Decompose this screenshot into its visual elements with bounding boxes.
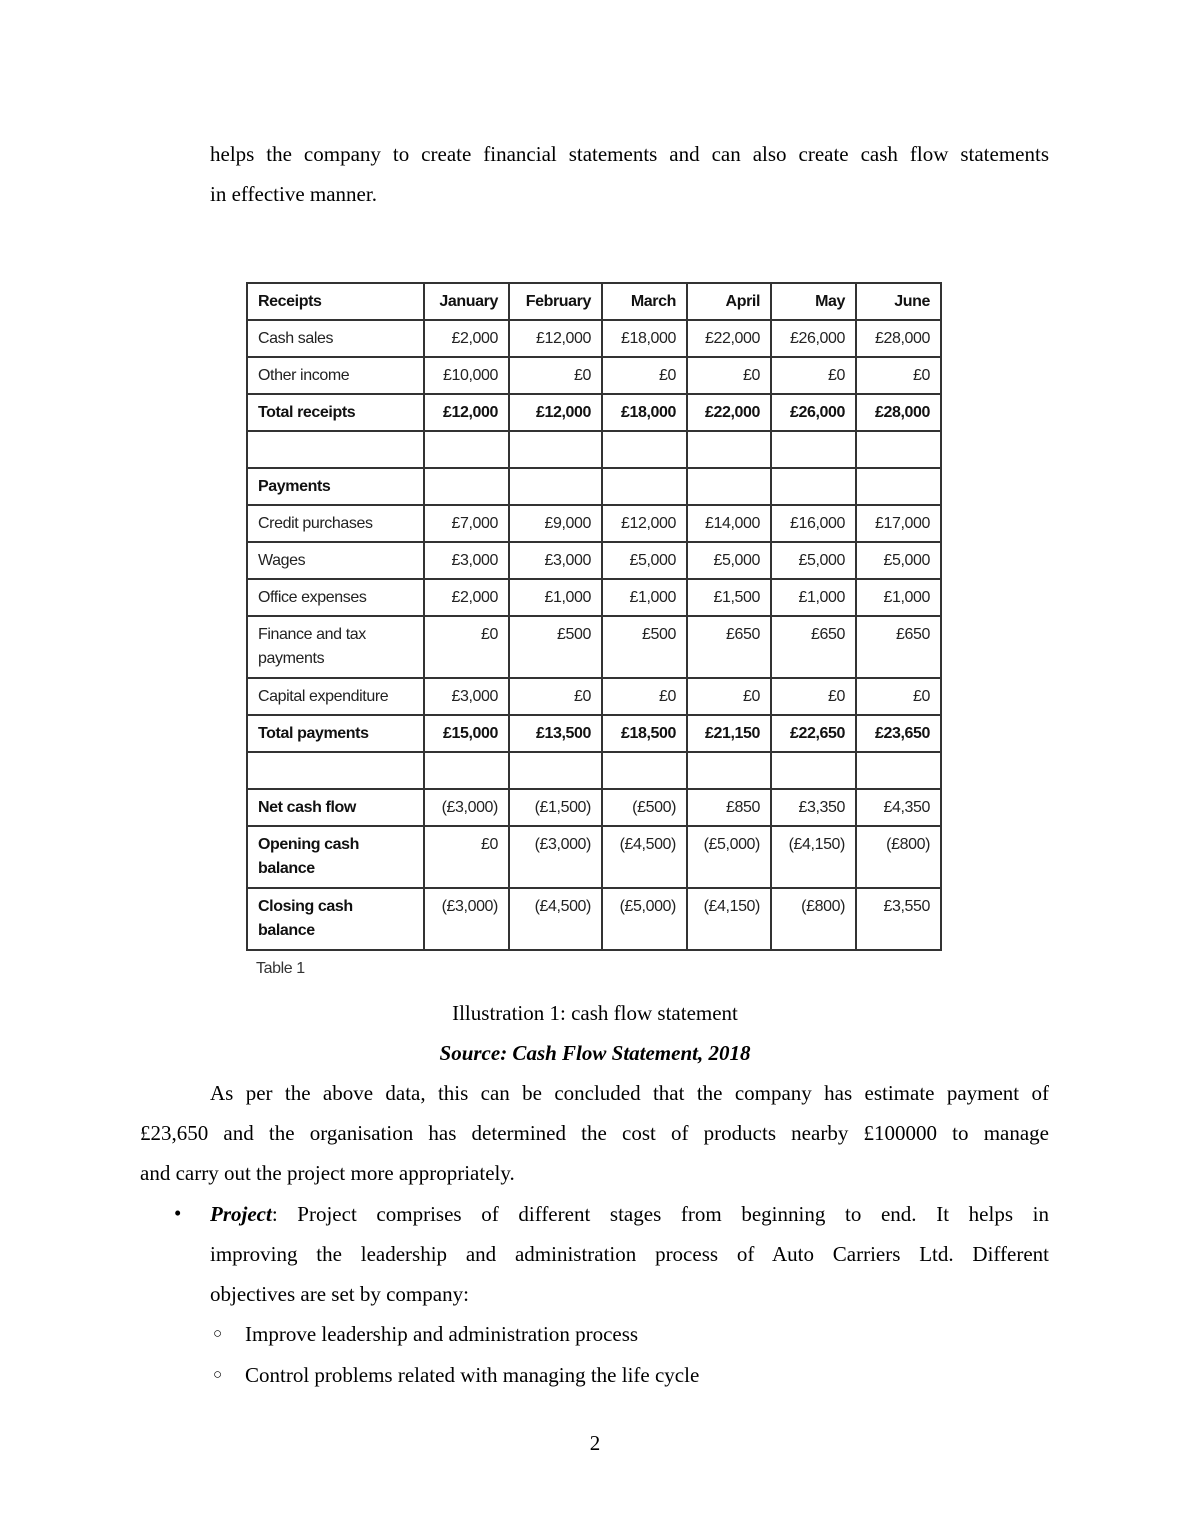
table-row [247, 579, 941, 616]
table-cell: £12,000 [602, 505, 687, 542]
table-cell [771, 431, 856, 468]
row-label: Finance and tax payments [247, 616, 424, 678]
table-cell: £3,000 [509, 542, 602, 579]
table-row [247, 752, 941, 789]
row-label: Capital expenditure [247, 678, 424, 715]
table-cell: £15,000 [424, 715, 509, 752]
table-row [247, 542, 941, 579]
table-cell: (£1,500) [509, 789, 602, 826]
bullet-line-3: objectives are set by company: [210, 1282, 469, 1306]
table-cell: £650 [856, 616, 941, 678]
table-row [247, 505, 941, 542]
para-line-3: and carry out the project more appropriately. [140, 1161, 515, 1185]
table-row [247, 789, 941, 826]
bullet-term: Project [210, 1202, 272, 1226]
table-cell: £4,350 [856, 789, 941, 826]
table-cell: (£4,500) [509, 888, 602, 950]
table-cell [771, 468, 856, 505]
table-cell: £23,650 [856, 715, 941, 752]
table-cell: £0 [602, 357, 687, 394]
table-cell: £0 [424, 616, 509, 678]
table-cell: £26,000 [771, 394, 856, 431]
table-cell: £0 [424, 826, 509, 888]
row-label [247, 431, 424, 468]
table-cell: £0 [509, 357, 602, 394]
row-label: Opening cash balance [247, 826, 424, 888]
table-cell: £850 [687, 789, 771, 826]
table-cell: (£4,150) [687, 888, 771, 950]
table-cell: £7,000 [424, 505, 509, 542]
table-cell: £12,000 [509, 320, 602, 357]
table-cell: £5,000 [687, 542, 771, 579]
column-header: Receipts [247, 283, 424, 320]
table-cell [509, 468, 602, 505]
table-cell: £18,000 [602, 320, 687, 357]
page-number: 2 [589, 1431, 601, 1455]
table-cell: £22,650 [771, 715, 856, 752]
table-row [247, 888, 941, 950]
table-cell: £10,000 [424, 357, 509, 394]
table-cell: £2,000 [424, 320, 509, 357]
table-cell: £500 [509, 616, 602, 678]
row-label: Payments [247, 468, 424, 505]
column-header: June [856, 283, 941, 320]
table-cell [424, 752, 509, 789]
table-row [247, 468, 941, 505]
table-cell: £0 [771, 357, 856, 394]
table-cell [687, 468, 771, 505]
intro-line-1: helps the company to create financial statements and can also create cash flow statements [210, 142, 1049, 166]
table-row [247, 678, 941, 715]
table-cell: £500 [602, 616, 687, 678]
table-cell [424, 431, 509, 468]
table-cell: £9,000 [509, 505, 602, 542]
table-cell: £1,000 [771, 579, 856, 616]
table-cell: £2,000 [424, 579, 509, 616]
table-cell [424, 468, 509, 505]
row-label: Office expenses [247, 579, 424, 616]
table-cell: £0 [602, 678, 687, 715]
table-header-row [247, 283, 941, 320]
table-cell [856, 431, 941, 468]
table-cell: £1,000 [856, 579, 941, 616]
table-cell [602, 468, 687, 505]
table-cell: £1,500 [687, 579, 771, 616]
bullet-text: : Project comprises of different stages from beginning to end. It helps in [271, 1202, 1049, 1226]
circle-bullet-icon: ○ [213, 1367, 223, 1383]
table-cell: £0 [687, 678, 771, 715]
table-cell: £1,000 [509, 579, 602, 616]
table-cell: £28,000 [856, 394, 941, 431]
table-cell [856, 468, 941, 505]
figure-source: Source: Cash Flow Statement, 2018 [439, 1041, 751, 1065]
table-cell: £13,500 [509, 715, 602, 752]
table-cell: £12,000 [509, 394, 602, 431]
column-header: February [509, 283, 602, 320]
table-cell: £3,350 [771, 789, 856, 826]
row-label: Wages [247, 542, 424, 579]
para-line-1: As per the above data, this can be concluded that the company has estimate payment of [210, 1081, 1049, 1105]
table-row [247, 357, 941, 394]
table-cell: £0 [771, 678, 856, 715]
table-cell: (£5,000) [687, 826, 771, 888]
table-cell: £0 [856, 678, 941, 715]
table-cell: (£3,000) [424, 888, 509, 950]
table-cell: (£500) [602, 789, 687, 826]
row-label [247, 752, 424, 789]
table-cell [856, 752, 941, 789]
table-cell: (£3,000) [424, 789, 509, 826]
table-cell [602, 431, 687, 468]
table-cell [687, 752, 771, 789]
column-header: May [771, 283, 856, 320]
table-cell: £0 [687, 357, 771, 394]
table-cell [509, 752, 602, 789]
table-cell: £28,000 [856, 320, 941, 357]
table-cell: (£4,500) [602, 826, 687, 888]
figure-caption: Illustration 1: cash flow statement [452, 1001, 738, 1025]
bullet-line-2: improving the leadership and administration process of Auto Carriers Ltd. Different [210, 1242, 1049, 1266]
sub-item: Control problems related with managing the life cycle [245, 1363, 700, 1387]
intro-line-2: in effective manner. [210, 182, 377, 206]
table-note: Table 1 [256, 960, 305, 977]
table-cell: £14,000 [687, 505, 771, 542]
table-cell: £650 [687, 616, 771, 678]
table-row [247, 431, 941, 468]
table-cell: £1,000 [602, 579, 687, 616]
table-row [247, 715, 941, 752]
para-line-2: £23,650 and the organisation has determined the cost of products nearby £100000 to manage [140, 1121, 1049, 1145]
table-cell: (£5,000) [602, 888, 687, 950]
table-cell: £0 [856, 357, 941, 394]
bullet-icon: • [174, 1201, 182, 1225]
table-cell: £3,000 [424, 678, 509, 715]
column-header: March [602, 283, 687, 320]
table-cell: (£3,000) [509, 826, 602, 888]
table-cell: £17,000 [856, 505, 941, 542]
table-cell: £22,000 [687, 320, 771, 357]
table-row [247, 616, 941, 678]
column-header: January [424, 283, 509, 320]
table-cell: £3,550 [856, 888, 941, 950]
cash-flow-table [246, 282, 942, 951]
table-cell: £26,000 [771, 320, 856, 357]
row-label: Credit purchases [247, 505, 424, 542]
table-cell: £3,000 [424, 542, 509, 579]
table-cell: £0 [509, 678, 602, 715]
table-cell [771, 752, 856, 789]
table-cell: £16,000 [771, 505, 856, 542]
row-label: Closing cash balance [247, 888, 424, 950]
row-label: Total receipts [247, 394, 424, 431]
table-cell [509, 431, 602, 468]
table-cell: £18,500 [602, 715, 687, 752]
table-cell: £21,150 [687, 715, 771, 752]
table-cell: £5,000 [771, 542, 856, 579]
table-cell: £12,000 [424, 394, 509, 431]
table-cell: £18,000 [602, 394, 687, 431]
table-row [247, 394, 941, 431]
table-cell: £650 [771, 616, 856, 678]
table-cell: (£800) [771, 888, 856, 950]
sub-item: Improve leadership and administration process [245, 1322, 639, 1346]
table-cell: £5,000 [602, 542, 687, 579]
table-cell: (£4,150) [771, 826, 856, 888]
table-cell [602, 752, 687, 789]
table-cell: £22,000 [687, 394, 771, 431]
table-row [247, 826, 941, 888]
column-header: April [687, 283, 771, 320]
row-label: Total payments [247, 715, 424, 752]
row-label: Cash sales [247, 320, 424, 357]
table-row [247, 320, 941, 357]
row-label: Net cash flow [247, 789, 424, 826]
row-label: Other income [247, 357, 424, 394]
bullet-line-1 [210, 1194, 1049, 1234]
circle-bullet-icon: ○ [213, 1326, 223, 1342]
table-cell [687, 431, 771, 468]
table-cell: (£800) [856, 826, 941, 888]
table-cell: £5,000 [856, 542, 941, 579]
